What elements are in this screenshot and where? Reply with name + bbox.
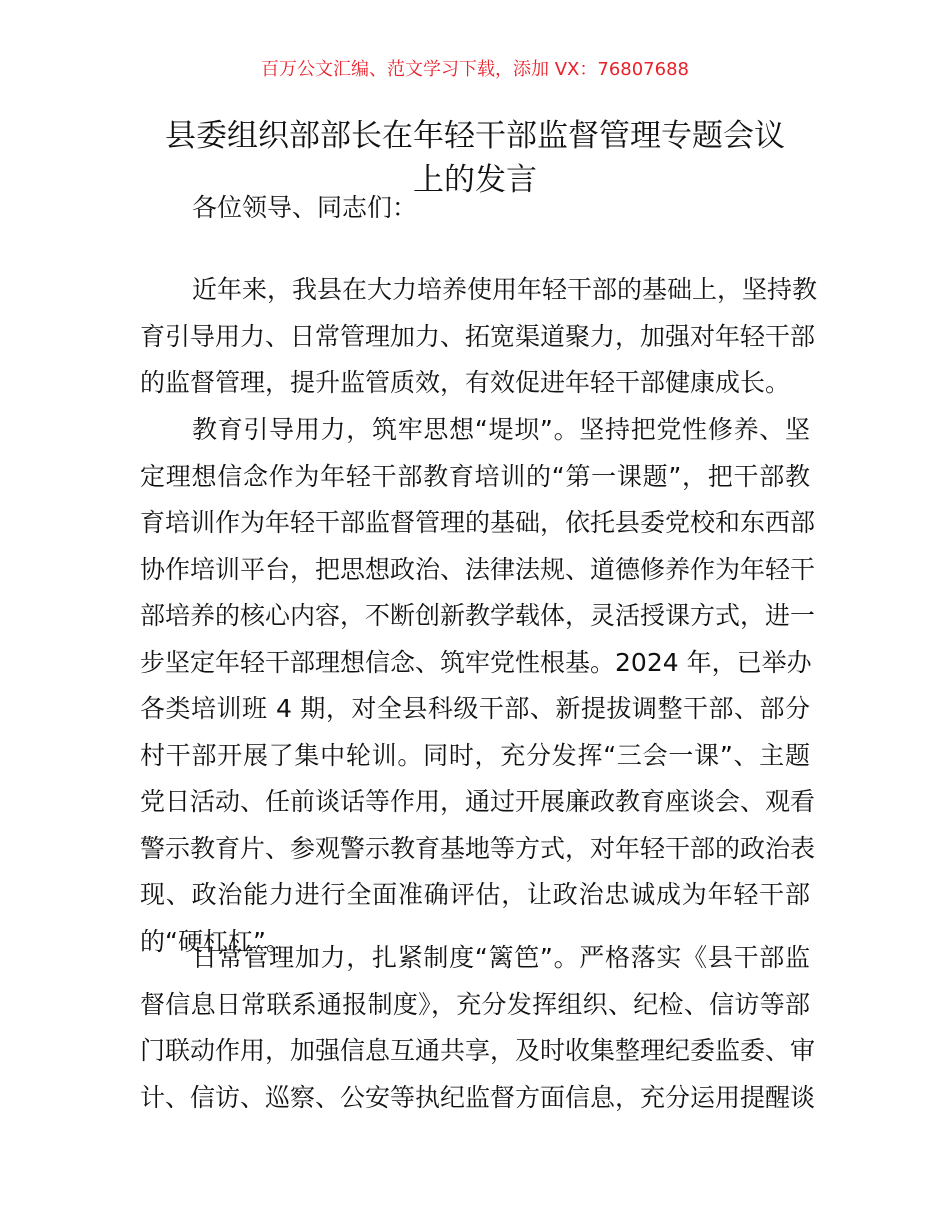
paragraph-line: 门联动作用，加强信息互通共享，及时收集整理纪委监委、审 bbox=[140, 1036, 816, 1065]
paragraph-line: 部培养的核心内容，不断创新教学载体，灵活授课方式，进一 bbox=[140, 601, 816, 630]
paragraph-line: 计、信访、巡察、公安等执纪监督方面信息，充分运用提醒谈 bbox=[140, 1082, 816, 1112]
paragraph-line: 的“硬杠杠”。 bbox=[140, 926, 291, 956]
paragraph bbox=[140, 407, 816, 965]
paragraph-line: 步坚定年轻干部理想信念、筑牢党性根基。2024 年，已举办 bbox=[140, 647, 812, 677]
watermark-header: 百万公文汇编、范文学习下载，添加 VX：76807688 bbox=[261, 59, 689, 80]
paragraph-line: 党日活动、任前谈话等作用，通过开展廉政教育座谈会、观看 bbox=[140, 787, 816, 816]
paragraph-line: 警示教育片、参观警示教育基地等方式，对年轻干部的政治表 bbox=[140, 833, 816, 863]
paragraph-line: 协作培训平台，把思想政治、法律法规、道德修养作为年轻干 bbox=[140, 554, 816, 584]
paragraph-line: 日常管理加力，扎紧制度“篱笆”。严格落实《县干部监 bbox=[192, 943, 810, 972]
paragraph bbox=[140, 267, 818, 407]
paragraph-line: 教育引导用力，筑牢思想“堤坝”。坚持把党性修养、坚 bbox=[192, 415, 810, 444]
paragraph-line: 定理想信念作为年轻干部教育培训的“第一课题”，把干部教 bbox=[140, 461, 810, 491]
paragraph-line: 的监督管理，提升监管质效，有效促进年轻干部健康成长。 bbox=[140, 368, 791, 397]
title-line: 县委组织部部长在年轻干部监督管理专题会议 bbox=[165, 118, 785, 154]
paragraph-line: 各位领导、同志们： bbox=[192, 193, 418, 222]
paragraph-line: 村干部开展了集中轮训。同时，充分发挥“三会一课”、主题 bbox=[140, 740, 810, 770]
paragraph bbox=[140, 935, 816, 1121]
paragraph-line: 育引导用力、日常管理加力、拓宽渠道聚力，加强对年轻干部 bbox=[140, 321, 816, 351]
paragraph-line: 育培训作为年轻干部监督管理的基础，依托县委党校和东西部 bbox=[140, 508, 816, 537]
paragraph-line: 现、政治能力进行全面准确评估，让政治忠诚成为年轻干部 bbox=[140, 880, 810, 909]
title-line: 上的发言 bbox=[413, 162, 537, 198]
paragraph-line: 各类培训班 4 期，对全县科级干部、新提拔调整干部、部分 bbox=[140, 694, 810, 723]
paragraph-line: 近年来，我县在大力培养使用年轻干部的基础上，坚持教 bbox=[192, 275, 818, 304]
paragraph bbox=[140, 185, 810, 232]
paragraph-line: 督信息日常联系通报制度》，充分发挥组织、纪检、信访等部 bbox=[140, 989, 810, 1019]
